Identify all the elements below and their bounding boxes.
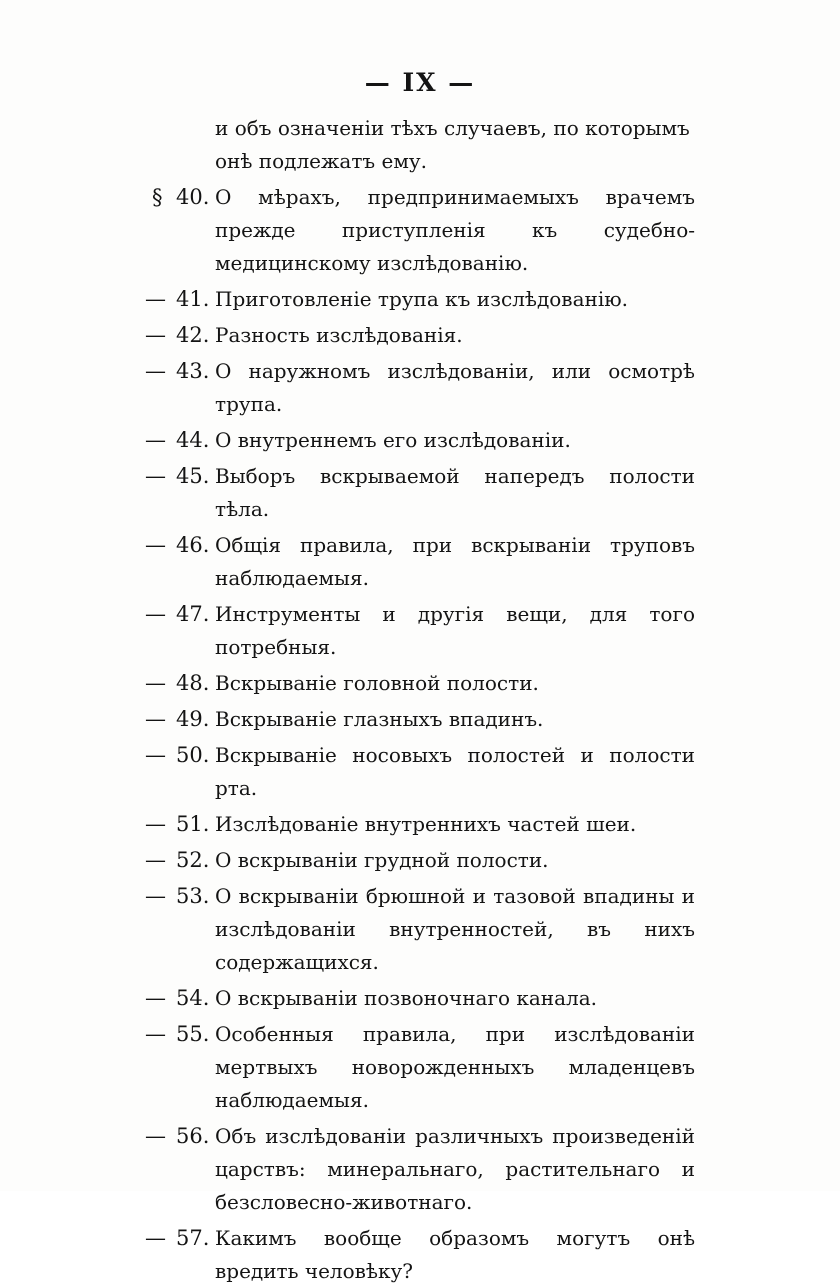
entry-text: Объ изслѣдованіи различныхъ произведеній царствъ: минеральнаго, растительнаго и безсловесно-животнаго. bbox=[215, 1124, 695, 1214]
dash-mark: — bbox=[145, 986, 166, 1010]
entry-text: Какимъ вообще образомъ могутъ онѣ вредить человѣку? bbox=[215, 1226, 695, 1283]
entry-number: 49. bbox=[176, 707, 210, 731]
entry-number: 43. bbox=[176, 359, 210, 383]
toc-entry-44 bbox=[0, 424, 840, 457]
entry-number: 54. bbox=[176, 986, 210, 1010]
entry-text: Общія правила, при вскрываніи труповъ наблюдаемыя. bbox=[215, 533, 695, 590]
toc-entry-40 bbox=[0, 181, 840, 280]
entry-text: Вскрываніе носовыхъ полостей и полости рта. bbox=[215, 743, 695, 800]
dash-mark: — bbox=[145, 812, 166, 836]
entry-text: О вскрываніи позвоночнаго канала. bbox=[215, 986, 598, 1010]
toc-entry-49 bbox=[0, 703, 840, 736]
toc-entry-47 bbox=[0, 598, 840, 664]
entry-text: О мѣрахъ, предпринимаемыхъ врачемъ прежде приступленія къ судебно-медицинскому изслѣдованію. bbox=[215, 185, 695, 275]
toc-entry-53 bbox=[0, 880, 840, 979]
continuation-text: и объ означеніи тѣхъ случаевъ, по которымъ онѣ подлежатъ ему. bbox=[215, 116, 690, 173]
toc-entry-51 bbox=[0, 808, 840, 841]
toc-entry-45 bbox=[0, 460, 840, 526]
toc-entry-57 bbox=[0, 1222, 840, 1288]
dash-mark: — bbox=[145, 884, 166, 908]
toc-entry-56 bbox=[0, 1120, 840, 1219]
dash-mark: — bbox=[145, 1124, 166, 1148]
dash-mark: — bbox=[145, 743, 166, 767]
table-of-contents bbox=[0, 112, 840, 1288]
dash-mark: — bbox=[145, 671, 166, 695]
dash-mark: — bbox=[145, 707, 166, 731]
toc-entry-43 bbox=[0, 355, 840, 421]
entry-text: О внутреннемъ его изслѣдованіи. bbox=[215, 428, 571, 452]
page-number: — IX — bbox=[364, 68, 476, 97]
toc-entry-50 bbox=[0, 739, 840, 805]
entry-number: 44. bbox=[176, 428, 210, 452]
entry-number: 42. bbox=[176, 323, 210, 347]
entry-text: Особенныя правила, при изслѣдованіи мертвыхъ новорожденныхъ младенцевъ наблюдаемыя. bbox=[215, 1022, 695, 1112]
entry-text: Изслѣдованіе внутреннихъ частей шеи. bbox=[215, 812, 637, 836]
section-sign: § bbox=[152, 185, 163, 209]
dash-mark: — bbox=[145, 602, 166, 626]
entry-text: Вскрываніе головной полости. bbox=[215, 671, 539, 695]
toc-entry-46 bbox=[0, 529, 840, 595]
entry-number: 45. bbox=[176, 464, 210, 488]
dash-mark: — bbox=[145, 428, 166, 452]
entry-text: О вскрываніи грудной полости. bbox=[215, 848, 549, 872]
entry-text: Разность изслѣдованія. bbox=[215, 323, 463, 347]
dash-mark: — bbox=[145, 1226, 166, 1250]
toc-entry-55 bbox=[0, 1018, 840, 1117]
entry-number: 40. bbox=[176, 185, 210, 209]
entry-number: 53. bbox=[176, 884, 210, 908]
entry-number: 56. bbox=[176, 1124, 210, 1148]
toc-entry-52 bbox=[0, 844, 840, 877]
entry-text: Приготовленіе трупа къ изслѣдованію. bbox=[215, 287, 628, 311]
entry-text: О вскрываніи брюшной и тазовой впадины и изслѣдованіи внутренностей, въ нихъ содержащихся. bbox=[215, 884, 695, 974]
entry-number: 48. bbox=[176, 671, 210, 695]
entry-number: 50. bbox=[176, 743, 210, 767]
dash-mark: — bbox=[145, 464, 166, 488]
toc-entry-42 bbox=[0, 319, 840, 352]
entry-number: 46. bbox=[176, 533, 210, 557]
dash-mark: — bbox=[145, 323, 166, 347]
dash-mark: — bbox=[145, 359, 166, 383]
dash-mark: — bbox=[145, 1022, 166, 1046]
toc-entry-41 bbox=[0, 283, 840, 316]
entry-text: Инструменты и другія вещи, для того потребныя. bbox=[215, 602, 695, 659]
entry-text: Выборъ вскрываемой напередъ полости тѣла. bbox=[215, 464, 695, 521]
entry-number: 51. bbox=[176, 812, 210, 836]
dash-mark: — bbox=[145, 287, 166, 311]
dash-mark: — bbox=[145, 848, 166, 872]
toc-entry-48 bbox=[0, 667, 840, 700]
toc-entry-54 bbox=[0, 982, 840, 1015]
entry-number: 41. bbox=[176, 287, 210, 311]
entry-text: Вскрываніе глазныхъ впадинъ. bbox=[215, 707, 544, 731]
dash-mark: — bbox=[145, 533, 166, 557]
entry-number: 47. bbox=[176, 602, 210, 626]
entry-text: О наружномъ изслѣдованіи, или осмотрѣ трупа. bbox=[215, 359, 695, 416]
entry-number: 55. bbox=[176, 1022, 210, 1046]
entry-number: 57. bbox=[176, 1226, 210, 1250]
entry-number: 52. bbox=[176, 848, 210, 872]
